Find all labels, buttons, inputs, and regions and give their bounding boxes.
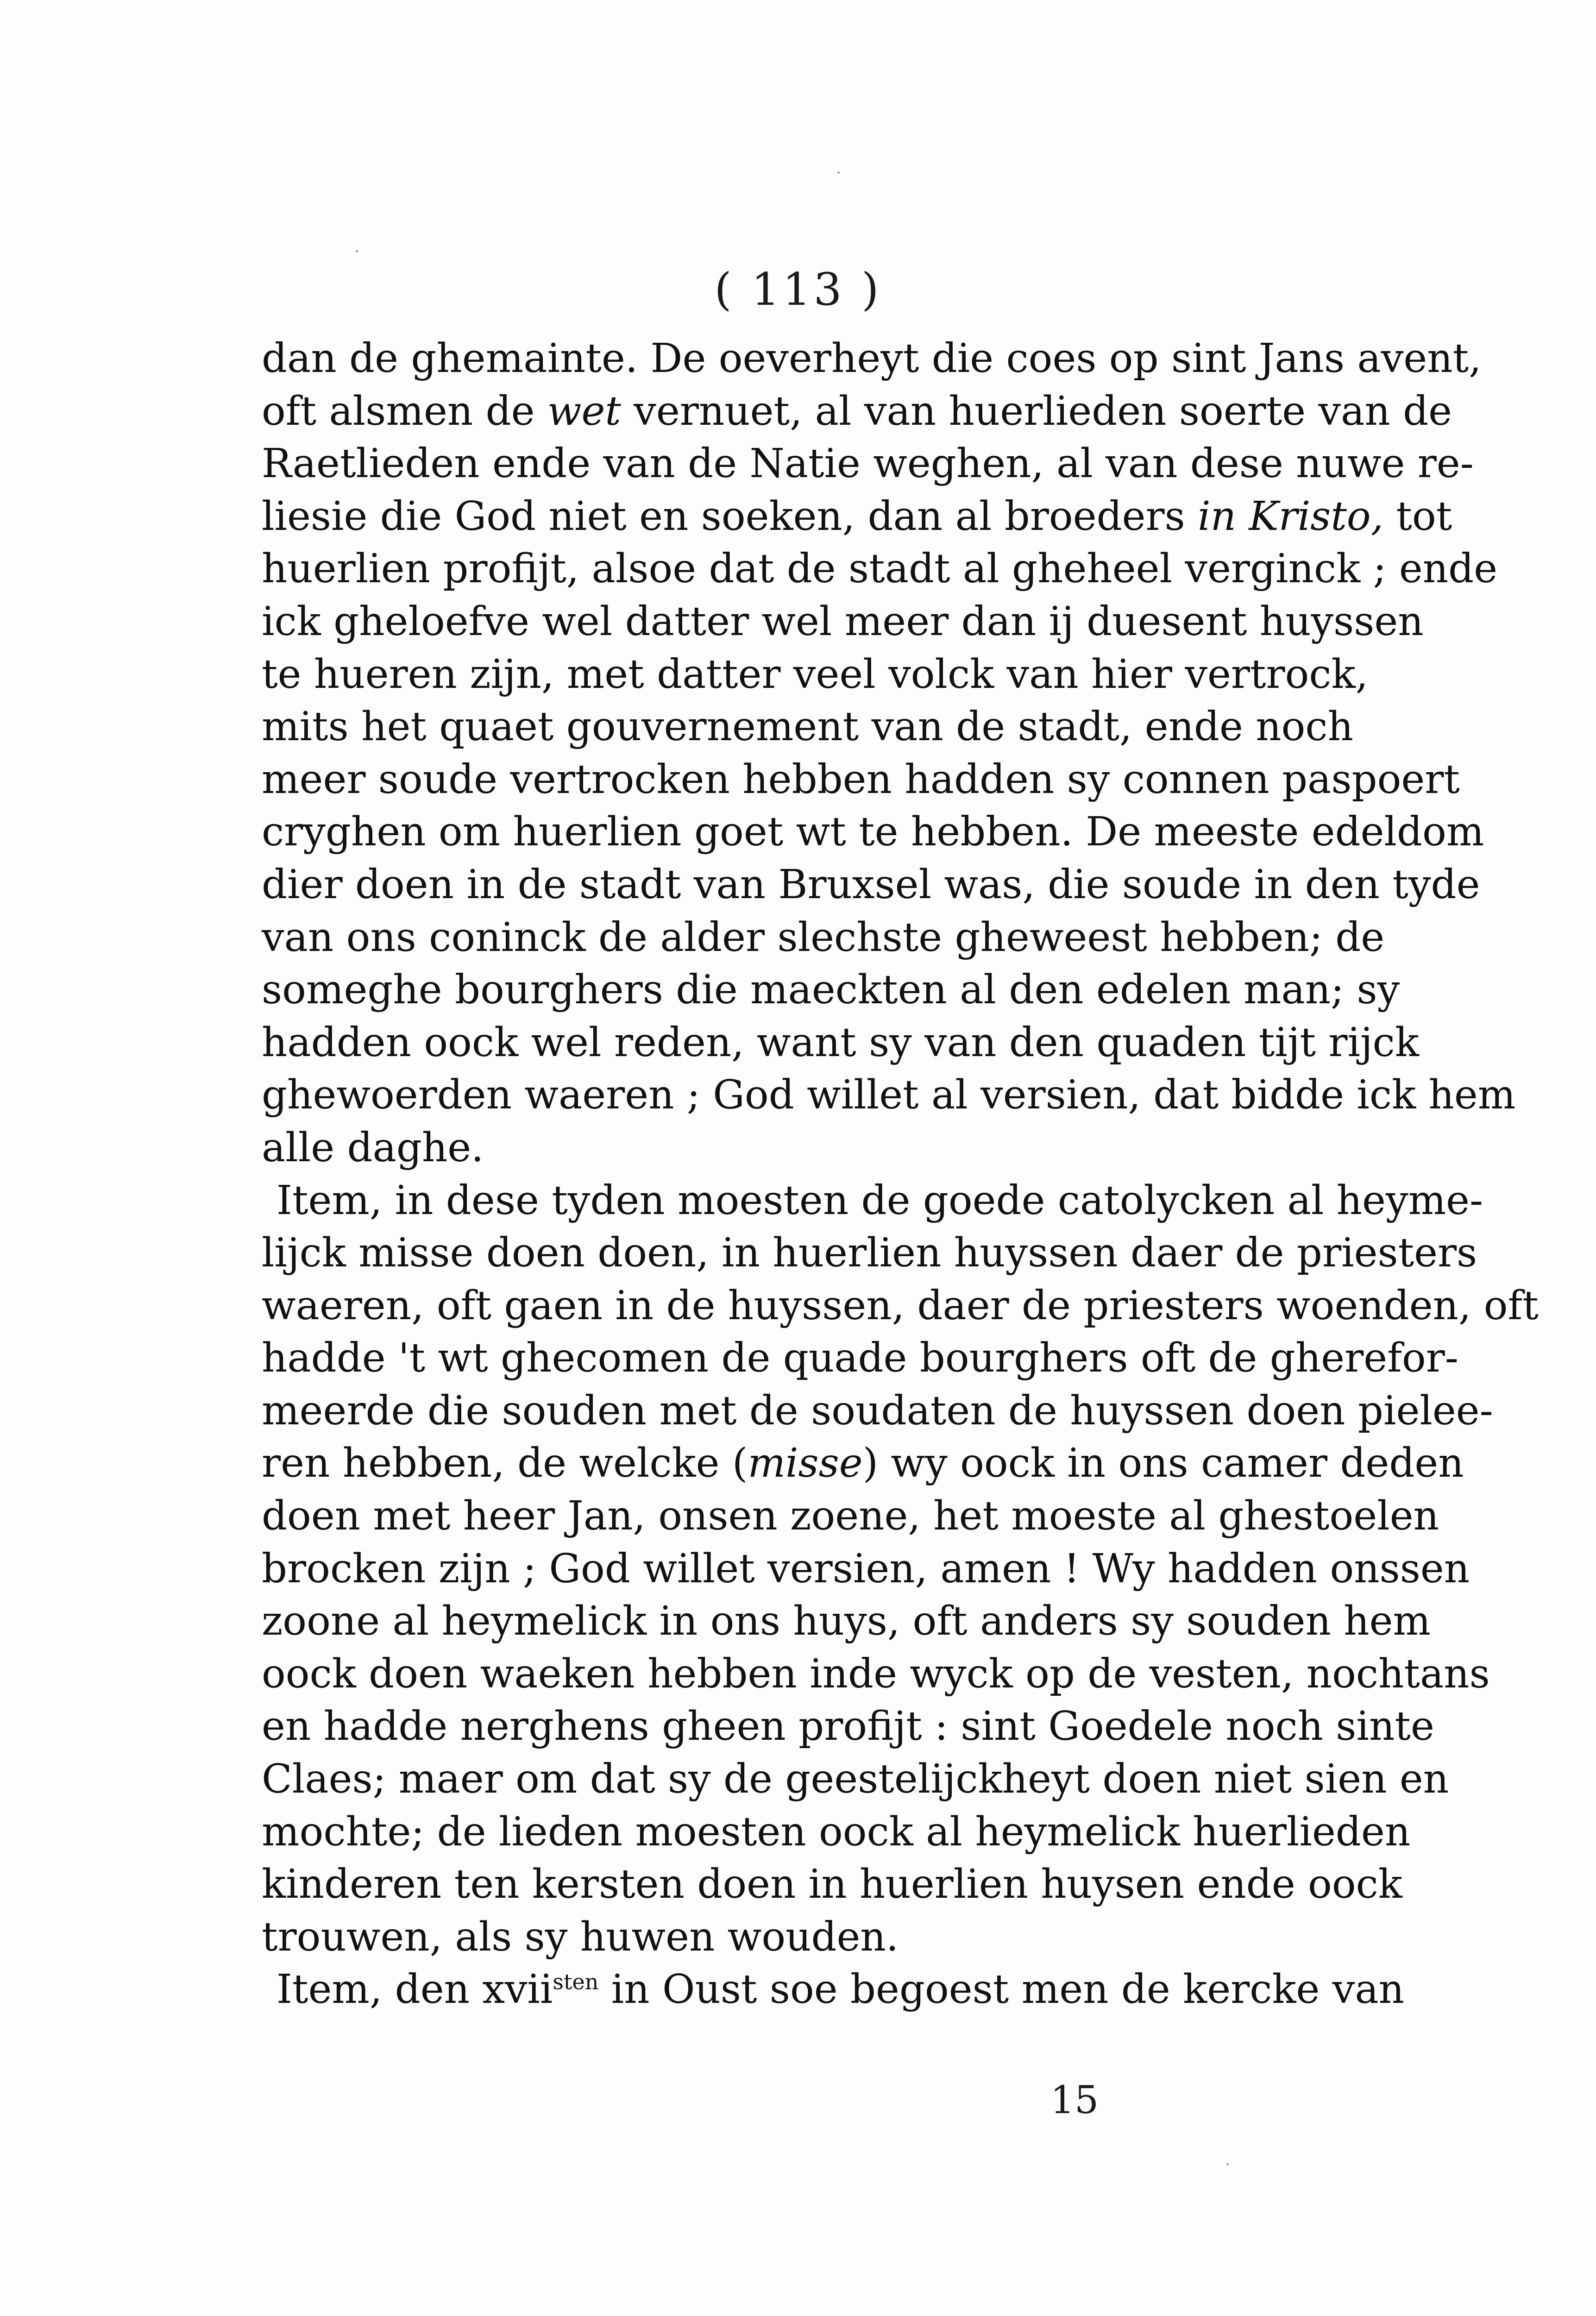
text-line bbox=[262, 1175, 1483, 1227]
text-segment: liesie die God niet en soeken, dan al broeders bbox=[262, 493, 1198, 540]
text-line bbox=[262, 1595, 1431, 1648]
text-line bbox=[262, 543, 1498, 596]
text-segment: Item, den xvii bbox=[276, 1966, 553, 2013]
text-line bbox=[262, 964, 1400, 1017]
paper-speck bbox=[1226, 2163, 1229, 2165]
text-line bbox=[262, 1700, 1434, 1753]
text-line bbox=[262, 1753, 1449, 1806]
text-line bbox=[262, 912, 1385, 964]
text-segment: tot bbox=[1383, 493, 1452, 540]
text-line bbox=[262, 754, 1460, 806]
text-line bbox=[262, 1490, 1439, 1543]
text-line bbox=[262, 438, 1474, 491]
text-segment: vernuet, al van huerlieden soerte van de bbox=[621, 388, 1452, 434]
text-line bbox=[262, 1017, 1419, 1070]
text-segment: dan de ghemainte. De oeverheyt die coes op sint Jans avent, bbox=[262, 335, 1482, 382]
text-segment: Item, in dese tyden moesten de goede catolycken al heyme- bbox=[276, 1177, 1483, 1224]
text-line bbox=[262, 1280, 1539, 1333]
text-line bbox=[262, 1332, 1458, 1385]
text-line bbox=[262, 1227, 1477, 1280]
text-line bbox=[262, 701, 1353, 754]
paper-speck bbox=[837, 171, 840, 174]
text-line bbox=[262, 1911, 1274, 1964]
text-line bbox=[262, 333, 1482, 385]
text-segment: ick gheloefve wel datter wel meer dan ij duesent huyssen bbox=[262, 598, 1424, 645]
text-segment: en hadde nerghens gheen profijt : sint Goedele noch sinte bbox=[262, 1703, 1434, 1750]
text-line bbox=[262, 648, 1369, 701]
text-line bbox=[262, 1122, 1274, 1175]
italic-text: wet bbox=[547, 388, 621, 434]
text-line bbox=[262, 596, 1424, 648]
text-segment: kinderen ten kersten doen in huerlien huysen ende oock bbox=[262, 1861, 1402, 1908]
text-segment: oft alsmen de bbox=[262, 388, 547, 434]
text-segment: cryghen om huerlien goet wt te hebben. De meeste edeldom bbox=[262, 809, 1484, 856]
text-line bbox=[262, 385, 1452, 438]
text-line bbox=[262, 1858, 1402, 1911]
text-segment: Claes; maer om dat sy de geestelijckheyt doen niet sien en bbox=[262, 1756, 1449, 1803]
text-segment: dier doen in de stadt van Bruxsel was, die soude in den tyde bbox=[262, 861, 1480, 908]
text-segment: van ons coninck de alder slechste gheweest hebben; de bbox=[262, 914, 1385, 961]
italic-text: in Kristo, bbox=[1198, 493, 1384, 540]
text-line bbox=[262, 1069, 1516, 1122]
text-segment: someghe bourghers die maeckten al den edelen man; sy bbox=[262, 967, 1400, 1013]
text-line bbox=[262, 1964, 1405, 2016]
text-segment: te hueren zijn, met datter veel volck van hier vertrock, bbox=[262, 651, 1369, 698]
text-segment: ren hebben, de welcke ( bbox=[262, 1440, 748, 1487]
signature-mark: 15 bbox=[1050, 2078, 1099, 2122]
text-segment: alle daghe. bbox=[262, 1124, 484, 1171]
text-line bbox=[262, 1806, 1411, 1859]
text-line bbox=[262, 1385, 1493, 1438]
italic-text: misse bbox=[748, 1440, 863, 1487]
text-segment: waeren, oft gaen in de huyssen, daer de priesters woenden, oft bbox=[262, 1282, 1539, 1329]
text-segment: meer soude vertrocken hebben hadden sy connen paspoert bbox=[262, 756, 1460, 803]
superscript-text: sten bbox=[553, 1969, 599, 1995]
text-segment: brocken zijn ; God willet versien, amen ! Wy hadden onssen bbox=[262, 1545, 1470, 1592]
page-number: ( 113 ) bbox=[714, 264, 882, 315]
text-segment: mits het quaet gouvernement van de stadt, ende noch bbox=[262, 704, 1353, 750]
paper-speck bbox=[356, 250, 358, 252]
text-segment: zoone al heymelick in ons huys, oft anders sy souden hem bbox=[262, 1598, 1431, 1645]
text-segment: mochte; de lieden moesten oock al heymelick huerlieden bbox=[262, 1808, 1411, 1855]
text-line bbox=[262, 1437, 1464, 1490]
text-segment: meerde die souden met de soudaten de huyssen doen pielee- bbox=[262, 1387, 1493, 1434]
text-segment: Raetlieden ende van de Natie weghen, al van dese nuwe re- bbox=[262, 441, 1474, 487]
text-line bbox=[262, 859, 1480, 912]
text-line bbox=[262, 1543, 1470, 1596]
text-segment: ) wy oock in ons camer deden bbox=[862, 1440, 1464, 1487]
text-line bbox=[262, 806, 1484, 859]
text-segment: hadde 't wt ghecomen de quade bourghers oft de gherefor- bbox=[262, 1335, 1458, 1382]
text-segment: hadden oock wel reden, want sy van den quaden tijt rijck bbox=[262, 1019, 1419, 1066]
text-segment: in Oust soe begoest men de kercke van bbox=[598, 1966, 1405, 2013]
body-text bbox=[262, 333, 1539, 2016]
text-segment: ghewoerden waeren ; God willet al versien, dat bidde ick hem bbox=[262, 1072, 1516, 1119]
text-segment: trouwen, als sy huwen wouden. bbox=[262, 1913, 899, 1960]
text-segment: oock doen waeken hebben inde wyck op de vesten, nochtans bbox=[262, 1650, 1490, 1697]
text-segment: doen met heer Jan, onsen zoene, het moeste al ghestoelen bbox=[262, 1493, 1439, 1540]
text-line bbox=[262, 1648, 1490, 1701]
text-segment: huerlien profijt, alsoe dat de stadt al gheheel verginck ; ende bbox=[262, 546, 1498, 592]
text-line bbox=[262, 491, 1452, 543]
text-segment: lijck misse doen doen, in huerlien huyssen daer de priesters bbox=[262, 1230, 1477, 1277]
